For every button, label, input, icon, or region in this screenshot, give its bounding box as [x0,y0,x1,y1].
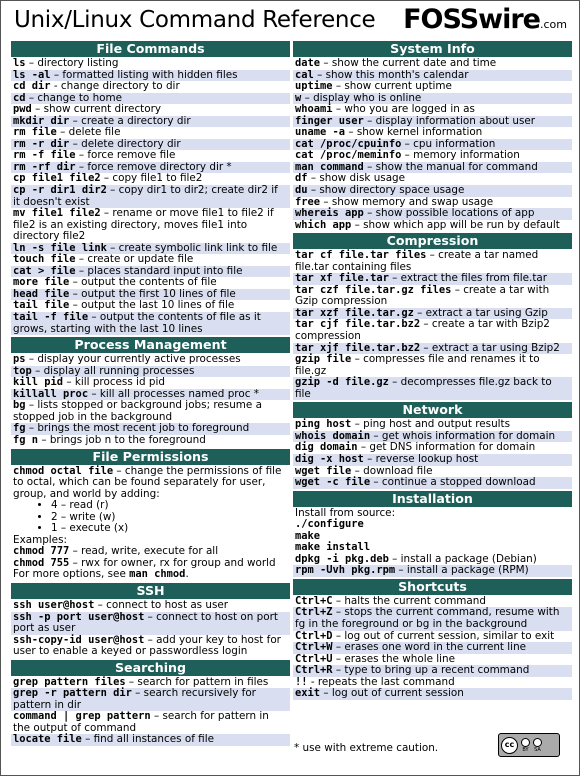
more-options-text: For more options, see [13,568,130,581]
command-text: cd [13,91,26,104]
command-text: cd dir [13,80,51,93]
command-description: – connect to host as user [94,598,229,611]
command-entry [11,185,290,208]
command-description: – ping host and output results [351,418,511,431]
command-text: grep -r pattern dir [13,687,132,700]
section-body [293,596,572,700]
by-icon: BY [521,738,530,753]
command-text: ssh user@host [13,598,95,611]
command-text: uptime [295,80,333,93]
right-column [293,41,572,702]
entry-list [11,600,290,658]
command-description: – brings job n to the foreground [38,433,206,446]
command-description: – copy file1 to file2 [100,172,203,185]
command-text: whois domain [295,429,371,442]
more-options [11,569,290,581]
command-description: – show current directory [31,103,162,116]
command-text: cat > file [13,264,76,277]
command-description: – search for pattern in files [125,675,269,688]
command-description: – show disk usage [307,172,406,185]
permission-item: • 4 – read (r) [51,500,290,512]
command-description: – add your key to host for user to enable a keyed or passwordless login [13,633,281,658]
command-entry [293,285,572,308]
command-text: make install [295,541,371,554]
header [1,1,579,39]
section-heading: Process Management [11,337,290,353]
command-text: Ctrl+R [295,664,333,677]
command-entry [11,208,290,243]
command-description: – show the current date and time [320,57,497,69]
command-description: – create or update file [75,253,194,266]
command-text: command | grep pattern [13,710,151,723]
command-entry [293,250,572,273]
command-text: mkdir dir [13,114,70,127]
command-text: touch file [13,253,76,266]
page-title: Unix/Linux Command Reference [14,7,376,33]
command-entry [293,607,572,630]
command-description: – delete file [56,126,121,139]
command-description: – display information about user [363,114,536,127]
section-compression [293,233,572,400]
command-text: more file [13,276,70,289]
command-description: – output the contents of file as it grows, starting with the last 10 lines [13,311,261,335]
command-description: – kill all processes named proc * [88,387,259,400]
command-entry [293,354,572,377]
command-description: - change directory to dir [50,80,180,93]
command-text: dig domain [295,441,358,454]
command-text: finger user [295,114,364,127]
command-text: ps [13,353,26,366]
install-step [293,519,572,531]
footnote: * use with extreme caution. [294,742,439,754]
command-text: wget file [295,464,352,477]
command-text: tar cf file.tar files [295,249,427,262]
permission-list [11,500,290,535]
command-text: fg [13,422,26,435]
command-description: – create a tar with Gzip compression [295,283,550,308]
section-network [293,402,572,488]
more-options-end: . [185,568,189,581]
entry-list [11,354,290,446]
command-entry [293,319,572,342]
command-description: – connect to host on port port as user [13,610,278,635]
command-description: – output the last 10 lines of file [69,299,235,312]
entry-list [293,554,572,577]
command-text: uname -a [295,126,346,139]
command-text: kill pid [13,376,64,389]
command-description: – directory listing [25,57,119,69]
command-text: chmod 777 [13,545,70,558]
command-text: man command [295,160,364,173]
section-ssh [11,583,290,658]
section-body [293,250,572,400]
command-description: – output the contents of file [69,276,217,289]
command-entry [293,565,572,577]
command-description: – erases the whole line [332,652,456,665]
command-description: – type to bring up a recent command [332,664,530,677]
command-description: – display all running processes [31,364,195,377]
command-description: – lists stopped or background jobs; resume a stopped job in the background [13,399,262,423]
section-heading: System Info [293,41,572,57]
command-entry [293,688,572,700]
command-text: Ctrl+C [295,594,333,607]
section-body [11,677,290,746]
command-text: df [295,172,308,185]
command-description: – erases one word in the current line [332,641,527,654]
command-text: cp -r dir1 dir2 [13,184,107,197]
brand-name: FOSSwire [403,4,540,35]
command-entry [11,400,290,423]
command-text: gzip -d file.gz [295,376,389,389]
command-entry [11,312,290,335]
command-text: whereis app [295,207,364,220]
section-body [293,508,572,577]
command-text: Ctrl+Z [295,606,333,619]
command-description: – reverse lookup host [363,452,479,465]
command-description: – show kernel information [345,126,483,139]
section-searching [11,660,290,746]
command-entry [11,435,290,447]
command-description: – display your currently active processes [25,353,241,366]
command-text: cp file1 file2 [13,172,101,185]
permission-item: • 2 – write (w) [51,512,290,524]
command-description: – show directory space usage [307,184,465,197]
command-text: rpm -Uvh pkg.rpm [295,564,396,577]
command-text: grep pattern files [13,675,126,688]
command-description: – rename or move file1 to file2 if file2 is an existing directory, moves file1 into directory file2 [13,207,274,243]
command-text: Ctrl+U [295,652,333,665]
command-text: locate file [13,733,82,746]
command-text: tar xzf file.tar.gz [295,306,414,319]
command-description: – read, write, execute for all [69,545,219,558]
command-text: date [295,57,321,69]
command-description: – create a directory dir [69,114,191,127]
entry-list [293,419,572,488]
command-text: whoami [295,103,333,116]
command-entry [293,377,572,400]
command-text: tar czf file.tar.gz files [295,283,452,296]
section-system-info [293,41,572,231]
command-description: – get whois information for domain [370,429,556,442]
command-description: – find all instances of file [81,733,214,746]
brand-suffix: .com [540,18,567,31]
command-text: cat /proc/meminfo [295,149,402,162]
section-file-permissions [11,449,290,581]
command-description: – stops the current command, resume with fg in the foreground or bg in the background [295,606,560,630]
command-description: – change the permissions of file to octal, which can be found separately for user, group, and world by adding: [13,464,282,500]
command-description: – change to home [25,91,123,104]
command-description: – kill process id pid [63,376,165,389]
command-text: tail -f file [13,311,89,324]
command-entry [11,612,290,635]
section-heading: File Permissions [11,449,290,465]
command-text: w [295,91,302,104]
command-text: chmod 755 [13,556,70,569]
section-heading: Compression [293,233,572,249]
permission-item: • 1 – execute (x) [51,523,290,535]
command-description: – extract a tar using Gzip [413,306,548,319]
command-description: – show possible locations of app [363,207,535,220]
command-text: dpkg -i pkg.deb [295,552,389,565]
entry-list [11,58,290,335]
command-description: – search for pattern in the output of command [13,710,269,734]
command-text: cal [295,68,314,81]
section-installation [293,491,572,577]
section-body [293,419,572,488]
command-text: ls [13,57,26,69]
section-heading: File Commands [11,41,290,57]
command-text: free [295,195,321,208]
command-text: top [13,364,32,377]
brand-logo [403,4,567,35]
command-description: – formatted listing with hidden files [50,68,238,81]
command-entry [11,711,290,734]
command-text: which app [295,218,352,231]
command-description: – extract the files from file.tar [388,272,548,285]
command-entry [293,220,572,232]
command-description: – show the manual for command [363,160,538,173]
command-text: mv file1 file2 [13,207,101,220]
command-description: – halts the current command [332,594,486,607]
command-text: tar xf file.tar [295,272,389,285]
command-description: – continue a stopped download [370,476,536,489]
command-description: – log out of current session [320,687,464,700]
command-description: – create a tar named file.tar containing files [295,249,539,273]
command-text: fg n [13,433,39,446]
command-description: – delete directory dir [69,137,181,150]
permission-description [11,466,290,501]
command-text: head file [13,287,70,300]
command-description: – decompresses file.gz back to file [295,376,552,400]
command-text: pwd [13,103,32,116]
section-heading: Searching [11,660,290,676]
creative-commons-badge [498,733,560,757]
command-text: make [295,529,321,542]
command-text: tail file [13,299,70,312]
entry-list [293,250,572,400]
command-text: ssh -p port user@host [13,610,145,623]
command-description: – brings the most recent job to foreground [25,422,250,435]
sa-icon: SA [533,738,542,753]
command-description: – download file [351,464,433,477]
entry-list [293,596,572,700]
command-description: – who you are logged in as [332,103,475,116]
command-description: – show this month's calendar [313,68,469,81]
section-body [11,58,290,335]
section-body [11,600,290,658]
command-description: – output the first 10 lines of file [69,287,236,300]
command-text: tar cjf file.tar.bz2 [295,318,421,331]
section-file-commands [11,41,290,335]
install-intro: Install from source: [295,506,396,519]
section-body [11,354,290,446]
command-description: – log out of current session, similar to exit [332,629,555,642]
command-text: rm -r dir [13,137,70,150]
section-body [11,466,290,581]
command-text: killall proc [13,387,89,400]
cc-icon: cc [501,737,518,754]
command-description: – extract a tar using Bzip2 [420,341,560,354]
command-description: – install a package (RPM) [395,564,529,577]
command-description: – show memory and swap usage [320,195,494,208]
command-description: – display who is online [301,91,422,104]
command-description: – cpu information [401,137,496,150]
command-entry [11,688,290,711]
command-description: – install a package (Debian) [388,552,537,565]
command-text: ping host [295,418,352,431]
command-text: bg [13,399,26,412]
section-heading: SSH [11,583,290,599]
entry-list [293,58,572,231]
command-entry [293,477,572,489]
command-description: – copy dir1 to dir2; create dir2 if it doesn't exist [13,184,278,208]
command-description: – force remove file [75,149,176,162]
command-description: - repeats the last command [307,675,455,688]
command-text: gzip file [295,353,352,366]
command-text: rm -f file [13,149,76,162]
command-text: ls -al [13,68,51,81]
command-text: tar xjf file.tar.bz2 [295,341,421,354]
command-description: – places standard input into file [75,264,243,277]
command-description: – rwx for owner, rx for group and world [69,556,276,569]
command-text: Ctrl+W [295,641,333,654]
section-heading: Shortcuts [293,579,572,595]
command-description: – show which app will be run by default [351,218,560,231]
command-text: ssh-copy-id user@host [13,633,145,646]
command-text: ln -s file link [13,241,107,254]
command-description: – compresses file and renames it to file.gz [295,353,540,377]
section-shortcuts [293,579,572,700]
command-description: – memory information [401,149,520,162]
examples-label: Examples: [13,533,67,546]
command-entry [11,635,290,658]
command-text: man chmod [129,568,186,581]
section-heading: Installation [293,491,572,507]
section-heading: Network [293,402,572,418]
command-text: rm -rf dir [13,160,76,173]
command-text: Ctrl+D [295,629,333,642]
command-text: exit [295,687,321,700]
section-process-management [11,337,290,446]
command-description: – get DNS information for domain [357,441,536,454]
command-description: – search recursively for pattern in dir [13,687,256,711]
command-text: !! [295,675,308,688]
command-description: – force remove directory dir * [75,160,232,173]
command-text: rm file [13,126,57,139]
section-body [293,58,572,231]
command-text: ./configure [295,518,364,531]
command-text: chmod octal file [13,464,114,477]
command-text: wget -c file [295,476,371,489]
command-text: dig -x host [295,452,364,465]
command-description: – create a tar with Bzip2 compression [295,318,550,343]
command-text: cat /proc/cpuinfo [295,137,402,150]
left-column [11,41,290,748]
command-text: du [295,184,308,197]
entry-list [11,677,290,746]
command-entry [11,734,290,746]
command-description: – create symbolic link link to file [106,241,278,254]
command-description: – show current uptime [332,80,452,93]
